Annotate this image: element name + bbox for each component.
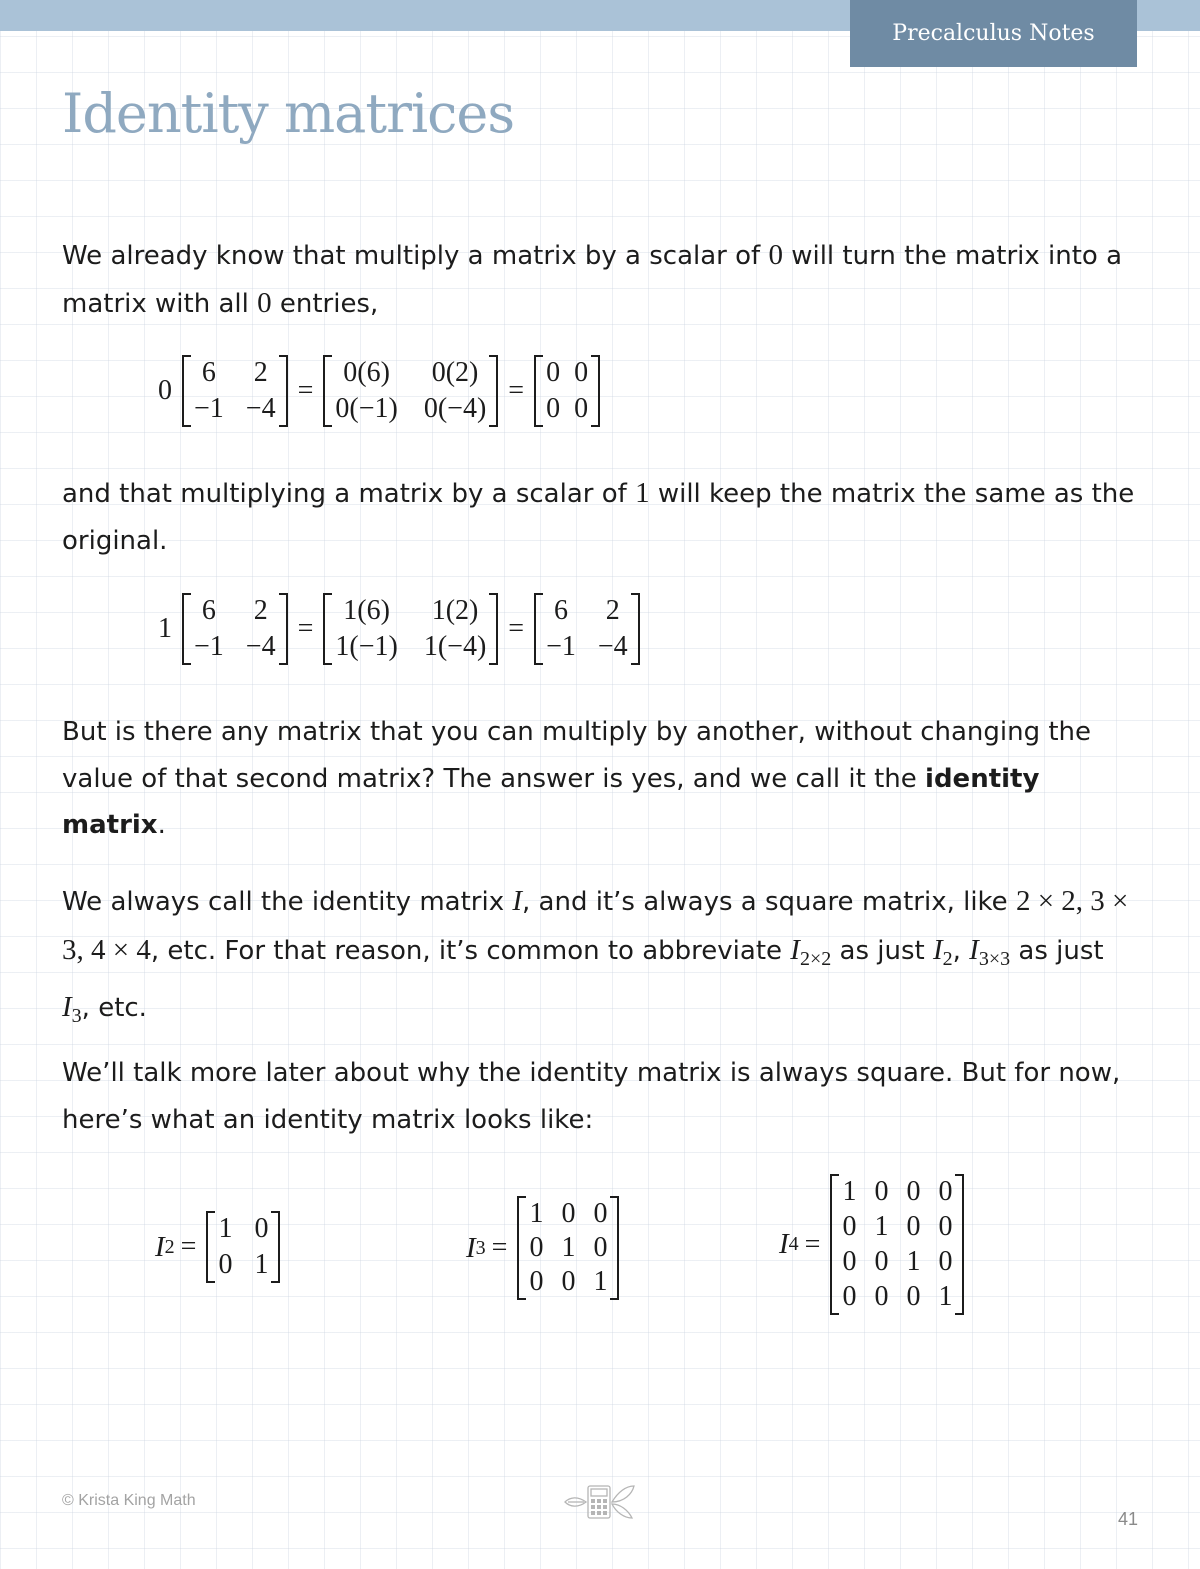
matrix-entry: 1(2): [431, 595, 479, 626]
matrix-entry: 0: [938, 1246, 953, 1277]
matrix-i3: [517, 1196, 619, 1300]
matrix-entry: 1(6): [343, 595, 390, 626]
matrix-entry: 0: [874, 1281, 889, 1312]
scalar-zero: 0: [158, 375, 172, 406]
matrix-entry: 0: [574, 393, 589, 424]
matrix-entry: 0: [574, 357, 589, 388]
matrix-entry: 0: [906, 1281, 921, 1312]
matrix-entry: 0: [874, 1246, 889, 1277]
identity-matrix-2: I 2 = 1 0 0 1: [155, 1211, 284, 1283]
matrix-entry: 0: [842, 1246, 857, 1277]
paragraph-identity-notation: We always call the identity matrix I, and it’s always a square matrix, like 2 × 2, 3 × 3, 4 × 4, etc. For that reason, it’s common to abbreviate $I_{2\times 2}$ as just $I_2$, $I_{3\times 3}$ as just $I_3$, etc.: [62, 885, 1129, 1027]
matrix-i2: [206, 1211, 280, 1283]
matrix-result: [534, 355, 600, 427]
paragraph-identity-question: But is there any matrix that you can multiply by another, without changing the value of that second matrix? The answer is yes, and we call it the identity matrix.: [62, 717, 1092, 840]
matrix-entry: 0: [842, 1281, 857, 1312]
matrix-entry: −4: [597, 631, 628, 662]
equals-sign: =: [491, 1232, 508, 1263]
matrix-entry: −1: [194, 631, 224, 662]
equals-sign: =: [180, 1231, 197, 1262]
matrix-entry: 1: [254, 1249, 269, 1280]
matrix-entry: 1: [874, 1211, 889, 1242]
identity-matrix-4: I 4 = 1 0 0 0 0 1 0 0 0 0 1 0 0 0 0 1: [779, 1174, 968, 1315]
matrix-entry: 0(−4): [423, 393, 487, 424]
matrix-entry: 0: [218, 1249, 233, 1280]
equals-sign: =: [508, 613, 525, 644]
matrix-entry: −4: [245, 393, 276, 424]
matrix-original: [182, 355, 288, 427]
footer-copyright: © Krista King Math: [62, 1492, 196, 1509]
equals-sign: =: [297, 375, 314, 406]
matrix-products: [323, 355, 498, 427]
matrix-entry: 0: [561, 1198, 576, 1229]
page-number: 41: [1117, 1509, 1138, 1529]
matrix-entry: 1: [938, 1281, 953, 1312]
calculator-laurel-icon: [562, 1480, 636, 1524]
matrix-entry: 0: [842, 1211, 857, 1242]
matrix-entry: 0: [593, 1198, 608, 1229]
matrix-entry: 6: [201, 595, 216, 626]
equals-sign: =: [297, 613, 314, 644]
matrix-entry: −1: [194, 393, 224, 424]
header-tab: Precalculus Notes: [850, 0, 1137, 67]
scalar-one: 1: [158, 613, 172, 644]
matrix-entry: 0: [546, 357, 561, 388]
matrix-entry: 2: [253, 357, 268, 388]
matrix-entry: 0(2): [431, 357, 479, 388]
paragraph-one-scalar: and that multiplying a matrix by a scalar of 1 will keep the matrix the same as the original.: [62, 477, 1135, 556]
matrix-entry: 1: [842, 1176, 857, 1207]
matrix-products: [323, 593, 498, 665]
matrix-entry: 0: [546, 393, 561, 424]
matrix-entry: 0: [938, 1176, 953, 1207]
matrix-entry: 0: [906, 1176, 921, 1207]
equals-sign: =: [508, 375, 525, 406]
matrix-entry: 0: [561, 1266, 576, 1297]
matrix-entry: 0: [254, 1213, 269, 1244]
matrix-entry: 1: [529, 1198, 544, 1229]
matrix-entry: 0: [529, 1266, 544, 1297]
matrix-entry: −1: [546, 631, 576, 662]
matrix-entry: 6: [553, 595, 568, 626]
matrix-entry: 1: [593, 1266, 608, 1297]
matrix-entry: 0: [906, 1211, 921, 1242]
matrix-entry: 0: [938, 1211, 953, 1242]
equation-zero-scalar: [152, 355, 604, 427]
matrix-entry: 1: [906, 1246, 921, 1277]
matrix-entry: 6: [201, 357, 216, 388]
matrix-original: [182, 593, 288, 665]
page-title: Identity matrices: [62, 82, 515, 145]
matrix-entry: 2: [605, 595, 620, 626]
matrix-entry: 1(−1): [335, 631, 398, 662]
identity-matrix-term: identity matrix: [62, 763, 1040, 840]
paragraph-identity-intro: We’ll talk more later about why the identity matrix is always square. But for now, here’s what an identity matrix looks like:: [62, 1058, 1121, 1135]
equals-sign: =: [804, 1228, 821, 1260]
matrix-entry: 0(6): [343, 357, 390, 388]
matrix-entry: −4: [245, 631, 276, 662]
equation-one-scalar: [152, 593, 644, 665]
matrix-entry: 2: [253, 595, 268, 626]
identity-matrix-3: I 3 = 1 0 0 0 1 0 0 0 1: [466, 1196, 623, 1300]
matrix-entry: 0: [874, 1176, 889, 1207]
matrix-result: [534, 593, 640, 665]
matrix-entry: 0: [529, 1232, 544, 1263]
matrix-i4: [830, 1174, 964, 1315]
matrix-entry: 0(−1): [335, 393, 398, 424]
matrix-entry: 1: [561, 1232, 576, 1263]
matrix-entry: 0: [593, 1232, 608, 1263]
matrix-entry: 1(−4): [423, 631, 487, 662]
matrix-entry: 1: [218, 1213, 233, 1244]
paragraph-zero-scalar: We already know that multiply a matrix by a scalar of 0 will turn the matrix into a matrix with all 0 entries,: [62, 239, 1123, 319]
